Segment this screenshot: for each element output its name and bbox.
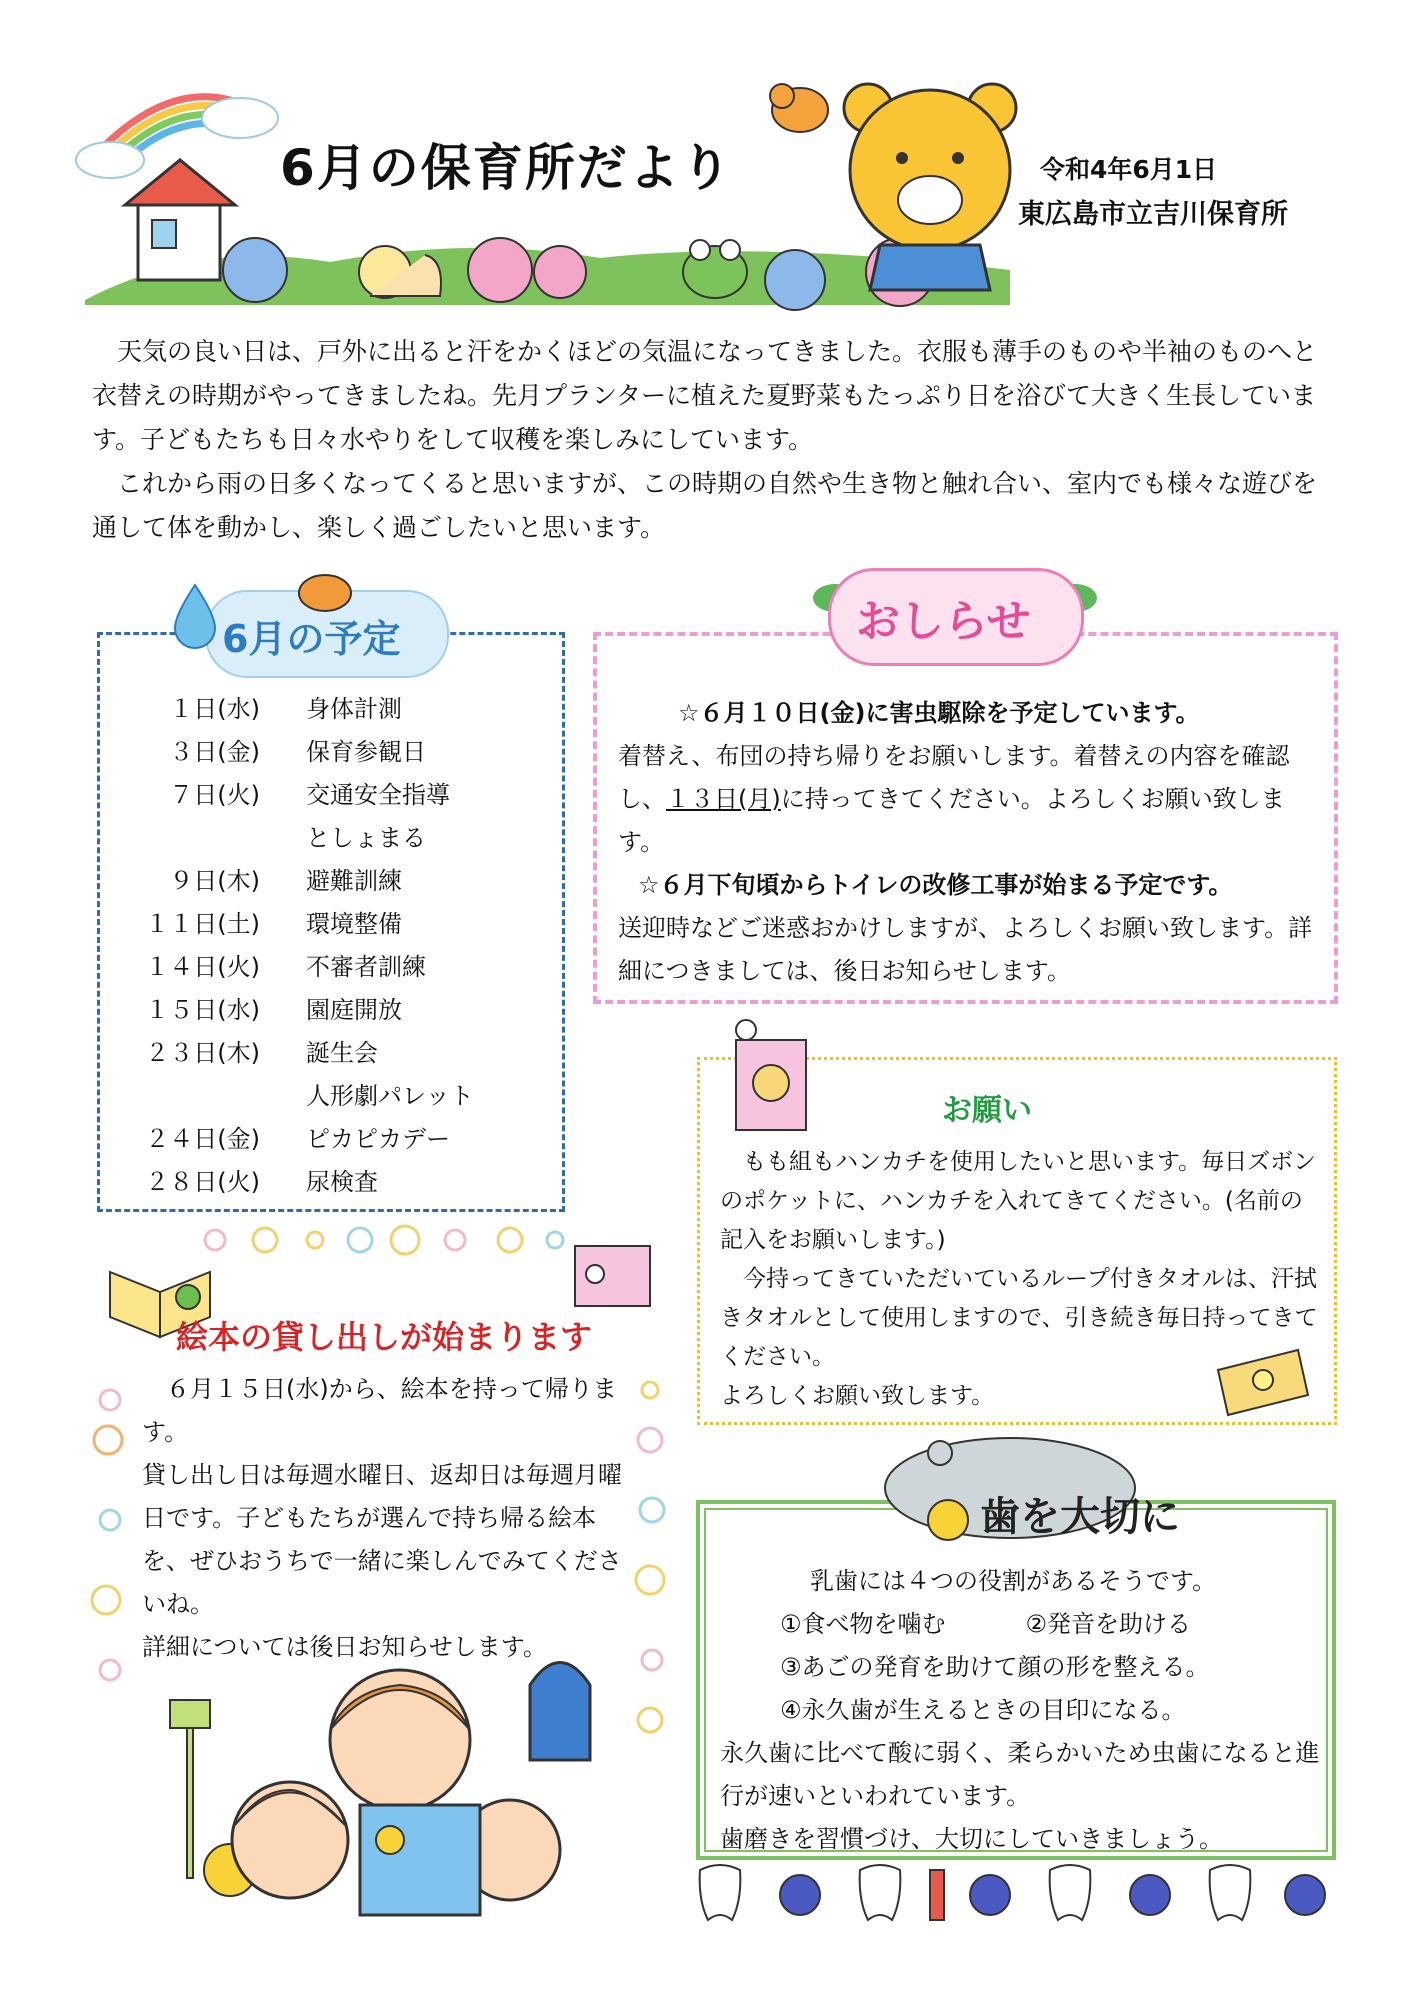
teeth-role-2: ②発音を助ける: [1025, 1610, 1192, 1638]
schedule-day: ２４日(金): [145, 1125, 260, 1153]
schedule-event: 環境整備: [306, 910, 402, 938]
schedule-day: １日(水): [169, 695, 260, 723]
schedule-event: 交通安全指導: [306, 781, 450, 809]
notice-item1-heading: ☆６月１０日(金)に害虫駆除を予定しています。: [678, 699, 1200, 727]
schedule-event: ピカピカデー: [306, 1125, 450, 1153]
request-paragraph-2: 今持ってきていただいているループ付きタオルは、汗拭きタオルとして使用しますので、引き続き毎日持ってきてください。: [720, 1266, 1318, 1370]
schedule-event: 身体計測: [306, 695, 402, 723]
notice-title: おしらせ: [856, 596, 1031, 647]
children-reading-icon: [150, 1640, 650, 1940]
request-paragraph-3: よろしくお願い致します。: [720, 1383, 995, 1409]
teeth-paragraph-1: 永久歯に比べて酸に弱く、柔らかいため虫歯になると進行が速いといわれています。: [720, 1739, 1320, 1810]
organization-name: 東広島市立吉川保育所: [1018, 199, 1288, 230]
notice-item1-text-a: 着替え、布団の持ち帰りをお願いします。着替えの内容を確認し、: [618, 742, 1290, 813]
schedule-day: １５日(水): [145, 996, 260, 1024]
schedule-day: １４日(火): [145, 953, 260, 981]
page-title: 6月の保育所だより: [280, 139, 733, 197]
request-paragraph-1: もも組もハンカチを使用したいと思います。毎日ズボンのポケットに、ハンカチを入れてきてください。(名前の記入をお願いします。): [720, 1149, 1317, 1253]
schedule-day: ７日(火): [169, 781, 260, 809]
notice-item1-text-b: に持ってきてください。よろしくお願い致します。: [618, 785, 1285, 856]
book-paragraph-2: 貸し出し日は毎週水曜日、返却日は毎週月曜日です。子どもたちが選んで持ち帰る絵本を、ぜひおうちで一緒に楽しんでみてくださいね。: [142, 1461, 622, 1618]
issue-date: 令和4年6月1日: [1040, 155, 1218, 184]
request-title: お願い: [942, 1093, 1032, 1128]
schedule-event: 不審者訓練: [306, 953, 426, 981]
teeth-role-4: ④永久歯が生えるときの目印になる。: [780, 1696, 1186, 1724]
schedule-day: ２８日(火): [145, 1168, 260, 1196]
teeth-paragraph-2: 歯磨きを習慣づけ、大切にしていきましょう。: [720, 1825, 1224, 1853]
teeth-lead: 乳歯には４つの役割があるそうです。: [810, 1567, 1217, 1595]
schedule-event: 避難訓練: [306, 867, 402, 895]
schedule-title: 6月の予定: [222, 617, 401, 661]
notice-item2-text: 送迎時などご迷惑おかけしますが、よろしくお願い致します。詳細につきましては、後日お知らせします。: [618, 914, 1313, 985]
schedule-event: 誕生会: [306, 1039, 378, 1067]
schedule-day: １１日(土): [145, 910, 260, 938]
teeth-role-3: ③あごの発育を助けて顔の形を整える。: [780, 1653, 1210, 1681]
schedule-day: ２３日(木): [145, 1039, 260, 1067]
schedule-event: 人形劇パレット: [306, 1082, 474, 1110]
book-lending-body: [142, 1368, 622, 1669]
schedule-event: 保育参観日: [306, 738, 426, 766]
teeth-role-1: ①食べ物を噛む: [780, 1610, 946, 1638]
book-lending-title: 絵本の貸し出しが始まります: [176, 1318, 593, 1356]
book-paragraph-1: ６月１５日(水)から、絵本を持って帰ります。: [142, 1375, 617, 1446]
schedule-day: ９日(木): [169, 867, 260, 895]
book-paragraph-3: 詳細については後日お知らせします。: [142, 1633, 547, 1661]
schedule-event: 園庭開放: [306, 996, 402, 1024]
notice-item2-heading: ☆６月下旬頃からトイレの改修工事が始まる予定です。: [638, 871, 1233, 899]
teeth-title: 歯を大切に: [980, 1494, 1180, 1540]
schedule-day: ３日(金): [169, 738, 260, 766]
intro-paragraph-1: 天気の良い日は、戸外に出ると汗をかくほどの気温になってきました。衣服も薄手のものや半袖のものへと衣替えの時期がやってきましたね。先月プランターに植えた夏野菜もたっぷり日を浴びて大きく生長しています。子どもたちも日々水やりをして収穫を楽しみにしています。: [92, 337, 1318, 454]
schedule-event: としょまる: [306, 824, 426, 852]
schedule-event: 尿検査: [306, 1168, 378, 1196]
notice-item1-date: １３日(月): [666, 785, 781, 813]
intro-paragraph-2: これから雨の日多くなってくると思いますが、この時期の自然や生き物と触れ合い、室内でも様々な遊びを通して体を動かし、楽しく過ごしたいと思います。: [92, 469, 1318, 542]
raindrop-icon: [170, 580, 220, 650]
flower-book-icon: [570, 1236, 660, 1316]
